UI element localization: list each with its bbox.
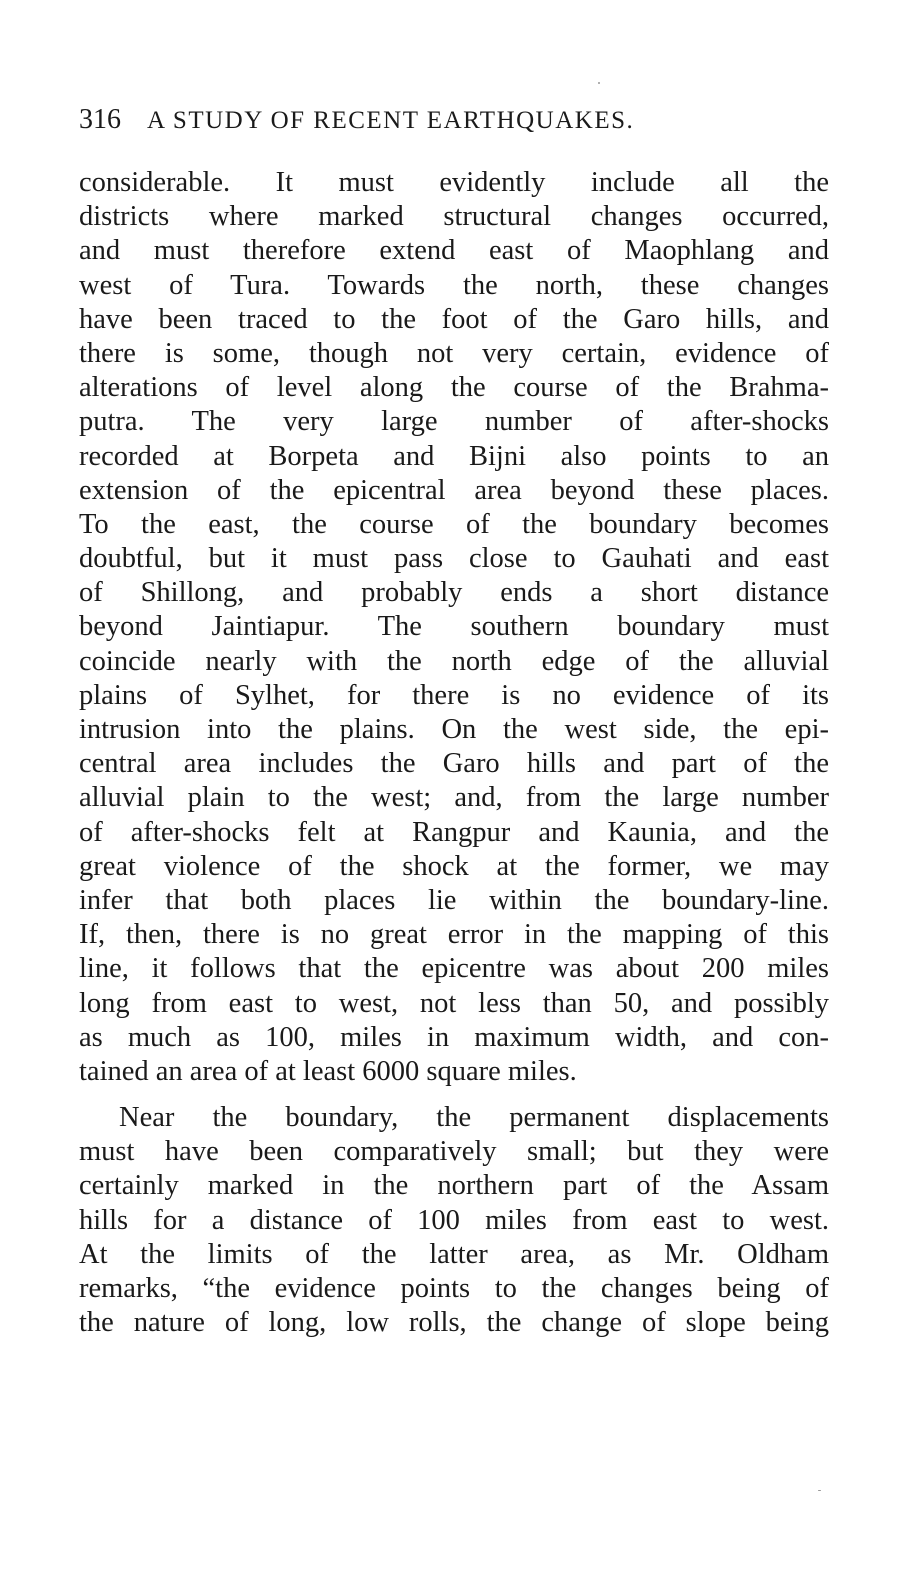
paper-speck bbox=[598, 82, 600, 84]
text-line: recorded at Borpeta and Bijni also points to an bbox=[79, 440, 829, 472]
paper-speck bbox=[818, 1490, 821, 1491]
text-line: west of Tura. Towards the north, these changes bbox=[79, 269, 829, 301]
paragraph-2 bbox=[79, 1101, 829, 1340]
text-line: intrusion into the plains. On the west side, the epi- bbox=[79, 714, 829, 745]
text-line: certainly marked in the northern part of the Assam bbox=[79, 1170, 829, 1202]
text-line: extension of the epicentral area beyond these places. bbox=[79, 474, 829, 506]
paragraph-1 bbox=[79, 166, 829, 1089]
running-title: A STUDY OF RECENT EARTHQUAKES. bbox=[147, 107, 635, 134]
body-text bbox=[79, 166, 829, 1340]
text-line: remarks, “the evidence points to the changes being of bbox=[79, 1273, 829, 1304]
text-line: tained an area of at least 6000 square miles. bbox=[79, 1055, 577, 1087]
text-line: have been traced to the foot of the Garo hills, and bbox=[79, 303, 829, 335]
text-line: To the east, the course of the boundary becomes bbox=[79, 508, 829, 540]
text-line: Near the boundary, the permanent displacements bbox=[119, 1102, 829, 1134]
text-line: hills for a distance of 100 miles from east to west. bbox=[79, 1204, 829, 1236]
text-line: the nature of long, low rolls, the change of slope being bbox=[79, 1307, 829, 1339]
paragraph-gap bbox=[79, 1089, 829, 1101]
text-line: line, it follows that the epicentre was about 200 miles bbox=[79, 953, 829, 985]
text-line: central area includes the Garo hills and part of the bbox=[79, 748, 829, 780]
text-line: doubtful, but it must pass close to Gauhati and east bbox=[79, 543, 829, 575]
text-line: must have been comparatively small; but they were bbox=[79, 1136, 829, 1168]
text-line: there is some, though not very certain, evidence of bbox=[79, 337, 829, 369]
text-line: beyond Jaintiapur. The southern boundary must bbox=[79, 611, 829, 643]
text-line: long from east to west, not less than 50, and possibly bbox=[79, 987, 829, 1019]
text-line: plains of Sylhet, for there is no evidence of its bbox=[79, 679, 829, 711]
text-line: coincide nearly with the north edge of the alluvial bbox=[79, 645, 829, 677]
text-line: If, then, there is no great error in the mapping of this bbox=[79, 919, 829, 951]
page-number: 316 bbox=[79, 104, 121, 135]
text-line: as much as 100, miles in maximum width, and con- bbox=[79, 1021, 829, 1053]
text-line: of after-shocks felt at Rangpur and Kaunia, and the bbox=[79, 816, 829, 848]
text-line: considerable. It must evidently include all the bbox=[79, 167, 829, 198]
text-line: At the limits of the latter area, as Mr. Oldham bbox=[79, 1238, 829, 1270]
text-line: great violence of the shock at the former, we may bbox=[79, 850, 829, 882]
running-head bbox=[79, 104, 839, 140]
text-line: districts where marked structural changes occurred, bbox=[79, 201, 829, 233]
text-line: alluvial plain to the west; and, from the large number bbox=[79, 782, 829, 814]
text-line: alterations of level along the course of the Brahma- bbox=[79, 372, 829, 404]
text-line: putra. The very large number of after-shocks bbox=[79, 406, 829, 438]
text-line: infer that both places lie within the boundary-line. bbox=[79, 884, 829, 916]
text-line: of Shillong, and probably ends a short distance bbox=[79, 577, 829, 609]
text-line: and must therefore extend east of Maophlang and bbox=[79, 235, 829, 267]
